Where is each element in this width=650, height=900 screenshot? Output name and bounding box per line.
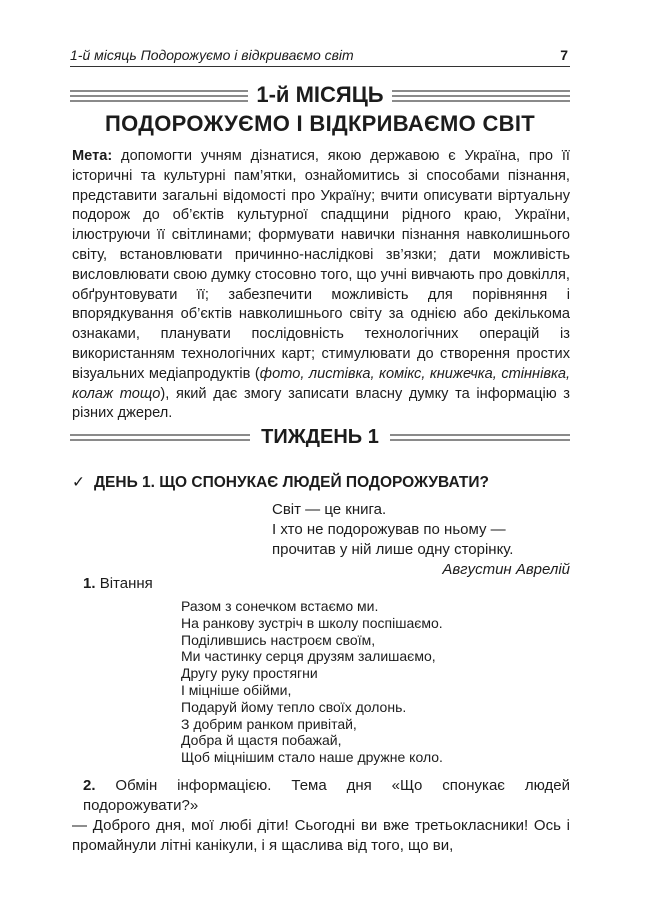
poem-line: Добра й щастя побажай, xyxy=(181,732,342,749)
epigraph-line: Світ — це книга. xyxy=(272,501,387,518)
item-number: 2. xyxy=(83,777,96,794)
month-title-block xyxy=(70,82,570,112)
month-title: 1-й МІСЯЦЬ xyxy=(256,82,384,107)
goal-text-end: ), який дає змогу записати власну думку та інформацію з різних джерел. xyxy=(72,385,570,422)
poem xyxy=(181,598,443,766)
list-item xyxy=(83,776,570,816)
item-text: Вітання xyxy=(99,575,153,592)
list-item xyxy=(83,574,153,594)
epigraph xyxy=(272,500,570,580)
poem-line: Ми частинку серця друзям залишаємо, xyxy=(181,648,436,665)
running-title: 1-й місяць Подорожуємо і відкриваємо світ xyxy=(70,47,354,63)
day-title: ДЕНЬ 1. ЩО СПОНУКАЄ ЛЮДЕЙ ПОДОРОЖУВАТИ? xyxy=(94,474,489,491)
poem-line: Другу руку простягни xyxy=(181,665,318,682)
month-subtitle: ПОДОРОЖУЄМО І ВІДКРИВАЄМО СВІТ xyxy=(105,111,535,136)
running-header xyxy=(70,44,570,67)
poem-line: Подаруй йому тепло своїх долонь. xyxy=(181,698,407,715)
week-title-block xyxy=(70,426,570,454)
poem-line: На ранкову зустріч в школу поспішаємо. xyxy=(181,614,443,631)
goal-label: Мета: xyxy=(72,148,113,164)
epigraph-line: прочитав у ній лише одну сторінку. xyxy=(272,541,514,558)
day-heading xyxy=(72,473,489,492)
check-icon: ✓ xyxy=(72,474,85,491)
poem-line: Поділившись настроєм своїм, xyxy=(181,631,376,648)
page-number: 7 xyxy=(560,47,568,63)
epigraph-line: І хто не подорожував по ньому — xyxy=(272,521,506,538)
goal-examples: фото, листівка, комікс, книжечка, стіннівка, колаж тощо xyxy=(72,365,570,402)
poem-line: І міцніше обійми, xyxy=(181,681,292,698)
item-number: 1. xyxy=(83,575,96,592)
item-text: Обмін інформацією. Тема дня «Що спонукає людей подорожувати?» xyxy=(83,777,570,814)
goal-paragraph xyxy=(72,147,570,424)
poem-line: Разом з сонечком встаємо ми. xyxy=(181,598,379,614)
body-paragraph: — Доброго дня, мої любі діти! Сьогодні ви вже третьокласники! Ось і промайнули літні канікули, і я щаслива від того, що ви, xyxy=(72,817,570,854)
week-title: ТИЖДЕНЬ 1 xyxy=(261,426,379,448)
epigraph-author: Августин Аврелій xyxy=(442,561,570,578)
goal-text: допомогти учням дізнатися, якою державою є Україна, про її історичні та культурні пам’ятки, ознайомитись зі способами пізнання, представити загальні відомості про Україну; вчити описувати віртуальну подорож до об’єктів культурної спадщини рідного краю, України, ілюструючи її світлинами; формувати навички пізнання навколишнього світу, встановлювати причинно-наслідкові зв’язки; дати можливість висловлювати свою думку стосовно того, що учні вивчають про довкілля, обґрунтовувати її; забезпечити можливість для порівняння і впорядкування об’єктів навколишнього світу за однією або декількома ознаками, планувати послідовність технологічних операцій із використанням технологічних карт; стимулювати до створення простих візуальних медіапродуктів ( xyxy=(72,148,570,382)
poem-line: З добрим ранком привітай, xyxy=(181,715,357,732)
poem-line: Щоб міцнішим стало наше дружне коло. xyxy=(181,749,443,766)
